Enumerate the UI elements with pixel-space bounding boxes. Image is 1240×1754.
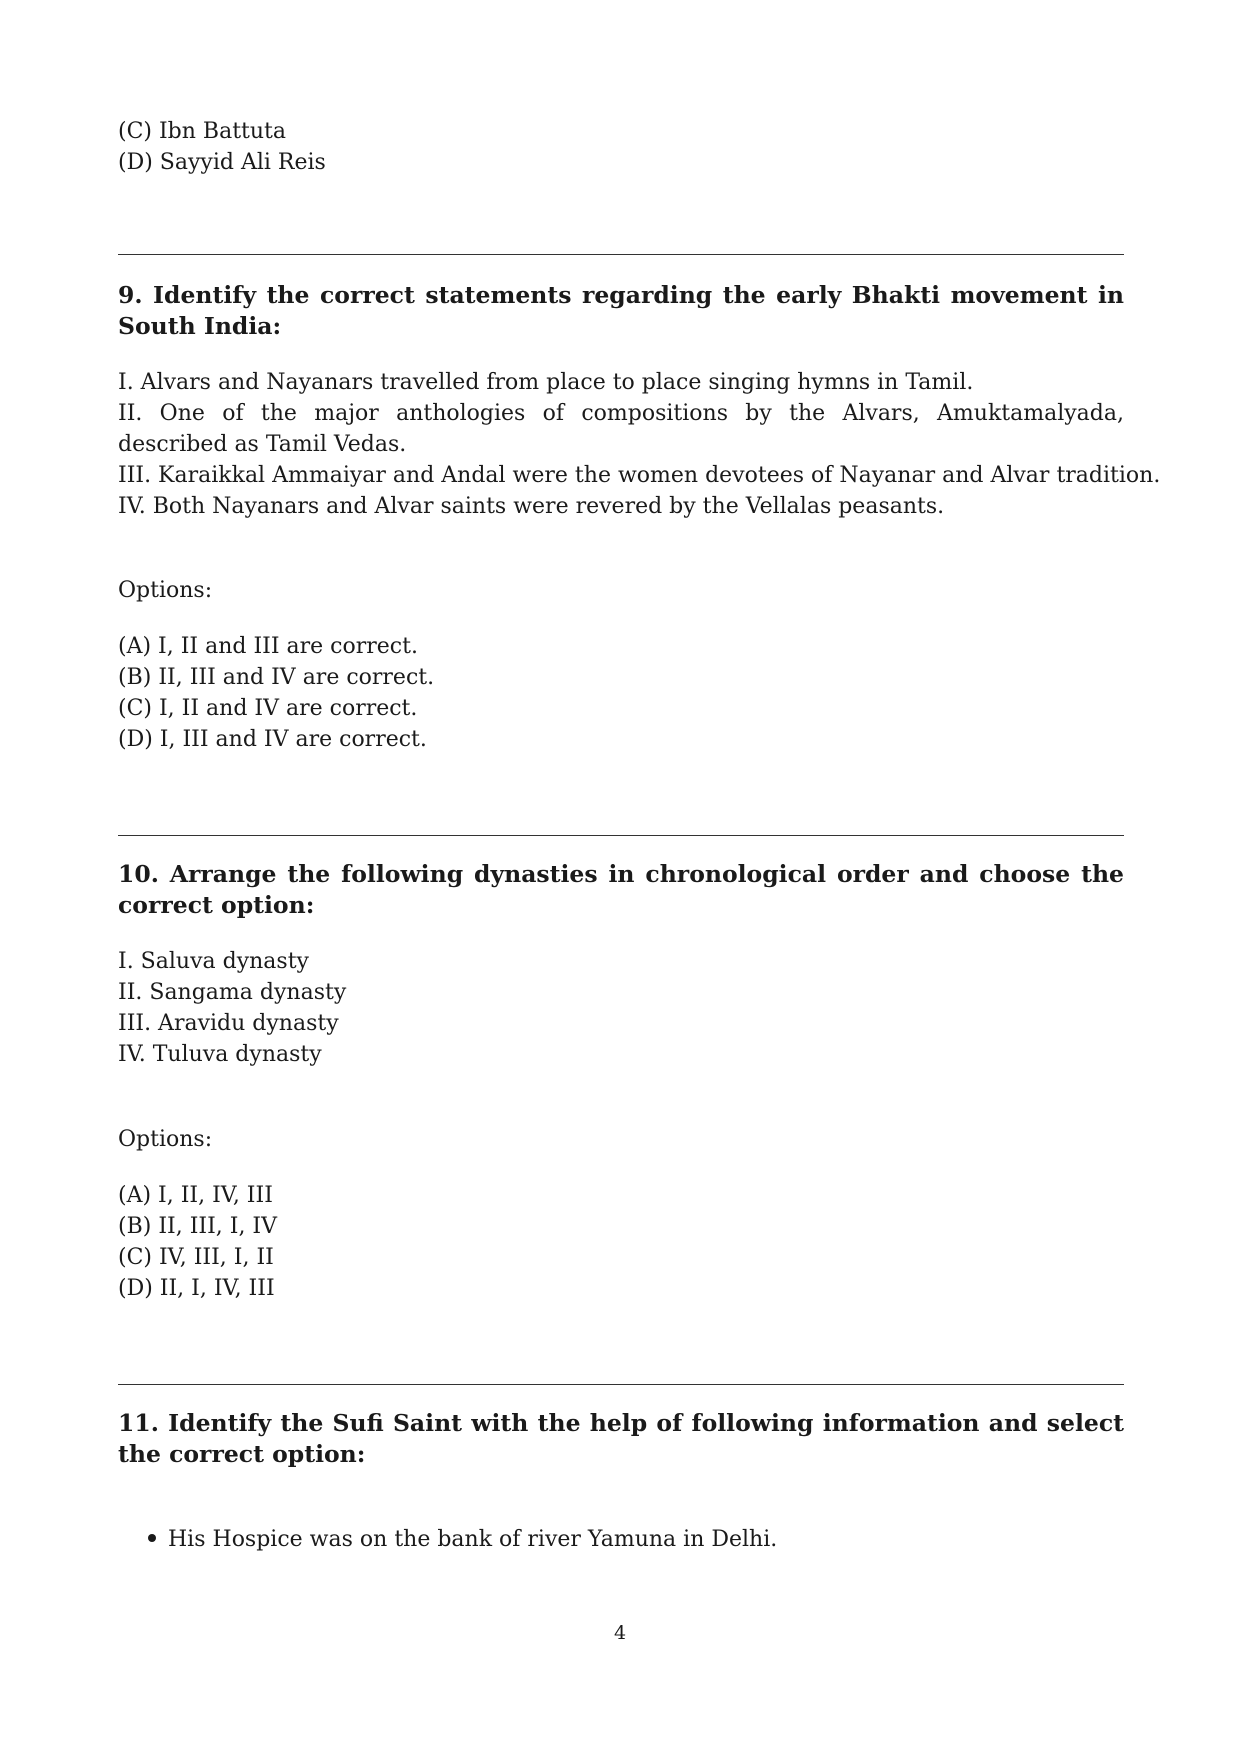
statement: IV. Tuluva dynasty — [118, 1042, 322, 1067]
option-d: (D) II, I, IV, III — [118, 1276, 275, 1301]
option-b: (B) II, III, I, IV — [118, 1214, 278, 1239]
statement: II. One of the major anthologies of compositions by the Alvars, Amuktamalyada, described as Tamil Vedas. — [118, 401, 1124, 457]
question-10 — [118, 859, 1124, 1070]
divider — [118, 835, 1124, 836]
option-c: (C) IV, III, I, II — [118, 1245, 274, 1270]
statement: III. Aravidu dynasty — [118, 1011, 339, 1036]
option-b: (B) II, III and IV are correct. — [118, 665, 435, 690]
question-9 — [118, 280, 1161, 522]
statement: I. Saluva dynasty — [118, 949, 309, 974]
question-11-title: 11. Identify the Sufi Saint with the help of following information and select the correct option: — [118, 1409, 1124, 1468]
option-c: (C) Ibn Battuta — [118, 119, 287, 144]
options-label: Options: — [118, 1127, 213, 1152]
option-a: (A) I, II and III are correct. — [118, 634, 418, 659]
bullet-dot-icon — [148, 1534, 156, 1542]
previous-question-options — [118, 116, 1124, 178]
statement: IV. Both Nayanars and Alvar saints were revered by the Vellalas peasants. — [118, 494, 945, 519]
statement: I. Alvars and Nayanars travelled from place to place singing hymns in Tamil. — [118, 370, 974, 395]
page-number: 4 — [613, 1622, 627, 1644]
divider — [118, 254, 1124, 255]
bullet-text: His Hospice was on the bank of river Yamuna in Delhi. — [168, 1527, 778, 1552]
question-9-options — [118, 575, 1124, 755]
statement: III. Karaikkal Ammaiyar and Andal were the women devotees of Nayanar and Alvar tradition. — [118, 463, 1161, 488]
divider — [118, 1384, 1124, 1385]
options-label: Options: — [118, 578, 213, 603]
option-a: (A) I, II, IV, III — [118, 1183, 273, 1208]
question-10-options — [118, 1124, 1124, 1304]
question-9-title: 9. Identify the correct statements regarding the early Bhakti movement in South India: — [118, 281, 1124, 340]
option-c: (C) I, II and IV are correct. — [118, 696, 418, 721]
statement: II. Sangama dynasty — [118, 980, 347, 1005]
question-10-title: 10. Arrange the following dynasties in chronological order and choose the correct option: — [118, 860, 1124, 919]
option-d: (D) I, III and IV are correct. — [118, 727, 427, 752]
question-11 — [118, 1408, 1124, 1470]
bullet-item — [148, 1524, 777, 1555]
option-d: (D) Sayyid Ali Reis — [118, 150, 326, 175]
